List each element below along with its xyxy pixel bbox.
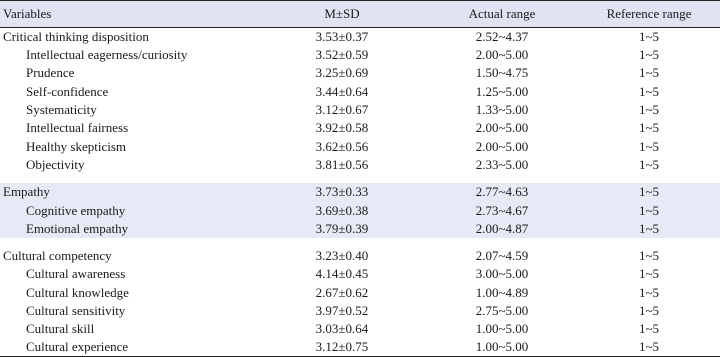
variable-name-cell: Critical thinking disposition bbox=[3, 29, 149, 44]
actual-range-cell: 2.00~5.00 bbox=[475, 138, 529, 154]
table-row-subscale bbox=[0, 119, 720, 137]
variable-name-cell: Prudence bbox=[26, 65, 75, 81]
mean-sd-cell: 4.14±0.45 bbox=[315, 266, 369, 282]
reference-range-cell: 1~5 bbox=[638, 202, 660, 218]
variable-name-cell: Cultural experience bbox=[0, 338, 258, 357]
table-body bbox=[0, 28, 720, 357]
table-row-subscale bbox=[0, 320, 720, 338]
actual-range-cell: 2.73~4.67 bbox=[475, 202, 529, 218]
variable-name-cell: Intellectual fairness bbox=[26, 120, 129, 136]
variable-name-cell: Cultural skill bbox=[26, 321, 95, 337]
variable-name-cell: Cultural awareness bbox=[26, 266, 126, 282]
variable-name-cell: Intellectual eagerness/curiosity bbox=[26, 47, 188, 63]
reference-range-cell: 1~5 bbox=[578, 338, 720, 357]
mean-sd-cell: 3.73±0.33 bbox=[315, 184, 369, 200]
table-row-subscale bbox=[0, 201, 720, 219]
header-row bbox=[0, 1, 720, 28]
table-row-subscale bbox=[0, 137, 720, 155]
header-variables: Variables bbox=[0, 1, 258, 28]
mean-sd-cell: 3.25±0.69 bbox=[315, 65, 369, 81]
table-row-subscale bbox=[0, 284, 720, 302]
actual-range-cell: 2.00~4.87 bbox=[475, 220, 529, 236]
actual-range-cell: 2.07~4.59 bbox=[475, 248, 529, 264]
variable-name-cell: Cognitive empathy bbox=[26, 202, 126, 218]
reference-range-cell: 1~5 bbox=[638, 284, 660, 300]
table-row-subscale bbox=[0, 46, 720, 64]
variable-name-cell: Cultural competency bbox=[3, 248, 112, 264]
table-header bbox=[0, 1, 720, 28]
reference-range-cell: 1~5 bbox=[638, 102, 660, 118]
mean-sd-cell: 3.12±0.75 bbox=[258, 338, 426, 357]
actual-range-cell: 1.00~5.00 bbox=[475, 321, 529, 337]
mean-sd-cell: 3.03±0.64 bbox=[315, 321, 369, 337]
table-row-subscale bbox=[0, 64, 720, 82]
table-row-variable bbox=[0, 247, 720, 265]
reference-range-cell: 1~5 bbox=[638, 303, 660, 318]
table-row-variable bbox=[0, 28, 720, 47]
variable-name-cell: Empathy bbox=[3, 184, 50, 200]
variable-name-cell: Healthy skepticism bbox=[26, 138, 127, 154]
header-actual-range: Actual range bbox=[426, 1, 578, 28]
variable-name-cell: Emotional empathy bbox=[26, 220, 129, 236]
variable-name-cell: Cultural sensitivity bbox=[26, 303, 126, 318]
actual-range-cell: 1.00~4.89 bbox=[475, 284, 529, 300]
spacer-cell bbox=[0, 238, 720, 247]
actual-range-cell: 2.00~5.00 bbox=[475, 120, 529, 136]
actual-range-cell: 2.75~5.00 bbox=[475, 303, 529, 318]
reference-range-cell: 1~5 bbox=[638, 83, 660, 99]
variable-name-cell: Self-confidence bbox=[26, 83, 109, 99]
reference-range-cell: 1~5 bbox=[638, 321, 660, 337]
mean-sd-cell: 3.97±0.52 bbox=[315, 303, 369, 318]
variable-name-cell: Systematicity bbox=[26, 102, 97, 118]
reference-range-cell: 1~5 bbox=[638, 29, 660, 44]
group-spacer bbox=[0, 174, 720, 183]
mean-sd-cell: 3.12±0.67 bbox=[315, 102, 369, 118]
actual-range-cell: 2.52~4.37 bbox=[475, 29, 529, 44]
variable-name-cell: Objectivity bbox=[26, 156, 85, 172]
table-row-subscale bbox=[0, 220, 720, 238]
mean-sd-cell: 3.62±0.56 bbox=[315, 138, 369, 154]
group-spacer bbox=[0, 238, 720, 247]
actual-range-cell: 1.25~5.00 bbox=[475, 83, 529, 99]
actual-range-cell: 2.33~5.00 bbox=[475, 156, 529, 172]
mean-sd-cell: 2.67±0.62 bbox=[315, 284, 369, 300]
actual-range-cell: 1.50~4.75 bbox=[475, 65, 529, 81]
mean-sd-cell: 3.79±0.39 bbox=[315, 220, 369, 236]
actual-range-cell: 2.00~5.00 bbox=[475, 47, 529, 63]
reference-range-cell: 1~5 bbox=[638, 65, 660, 81]
table-row-subscale bbox=[0, 338, 720, 357]
header-reference-range: Reference range bbox=[578, 1, 720, 28]
mean-sd-cell: 3.69±0.38 bbox=[315, 202, 369, 218]
reference-range-cell: 1~5 bbox=[638, 138, 660, 154]
table-row-subscale bbox=[0, 302, 720, 320]
mean-sd-cell: 3.44±0.64 bbox=[315, 83, 369, 99]
reference-range-cell: 1~5 bbox=[638, 120, 660, 136]
spacer-cell bbox=[0, 174, 720, 183]
table-row-subscale bbox=[0, 265, 720, 283]
reference-range-cell: 1~5 bbox=[638, 184, 660, 200]
mean-sd-cell: 3.92±0.58 bbox=[315, 120, 369, 136]
mean-sd-cell: 3.23±0.40 bbox=[315, 248, 369, 264]
reference-range-cell: 1~5 bbox=[638, 266, 660, 282]
reference-range-cell: 1~5 bbox=[638, 156, 660, 172]
actual-range-cell: 2.77~4.63 bbox=[475, 184, 529, 200]
mean-sd-cell: 3.52±0.59 bbox=[315, 47, 369, 63]
actual-range-cell: 3.00~5.00 bbox=[475, 266, 529, 282]
actual-range-cell: 1.00~5.00 bbox=[426, 338, 578, 357]
table-row-subscale bbox=[0, 101, 720, 119]
header-msd: M±SD bbox=[258, 1, 426, 28]
reference-range-cell: 1~5 bbox=[638, 248, 660, 264]
variable-name-cell: Cultural knowledge bbox=[26, 284, 129, 300]
mean-sd-cell: 3.81±0.56 bbox=[315, 156, 369, 172]
mean-sd-cell: 3.53±0.37 bbox=[315, 29, 369, 44]
actual-range-cell: 1.33~5.00 bbox=[475, 102, 529, 118]
table-row-variable bbox=[0, 183, 720, 201]
reference-range-cell: 1~5 bbox=[638, 47, 660, 63]
table-row-subscale bbox=[0, 83, 720, 101]
table-row-subscale bbox=[0, 156, 720, 174]
reference-range-cell: 1~5 bbox=[638, 220, 660, 236]
